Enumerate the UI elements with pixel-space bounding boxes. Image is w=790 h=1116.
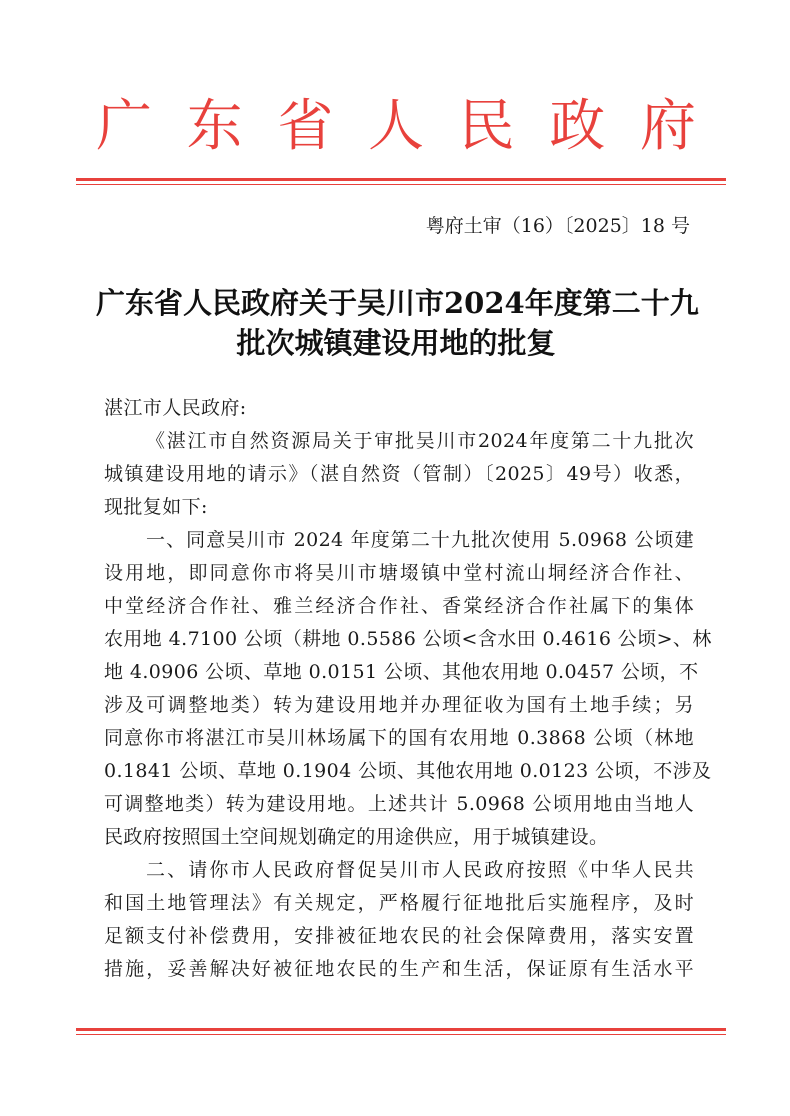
masthead-char: 省: [277, 94, 334, 159]
paragraph-line: 同意你市将湛江市吴川林场属下的国有农用地 0.3868 公顷（林地: [104, 727, 694, 749]
paragraph-line: 和国土地管理法》有关规定，严格履行征地批后实施程序，及时: [104, 892, 694, 914]
document-number: 粤府土审（16）〔2025〕18 号: [425, 215, 690, 237]
masthead-char: 府: [639, 94, 696, 159]
paragraph-line: 措施，妥善解决好被征地农民的生产和生活，保证原有生活水平: [104, 958, 694, 980]
salutation: 湛江市人民政府:: [104, 397, 247, 419]
paragraph-line: 《湛江市自然资源局关于审批吴川市2024年度第二十九批次: [146, 430, 694, 452]
paragraph-line: 一、同意吴川市 2024 年度第二十九批次使用 5.0968 公顷建: [146, 529, 694, 551]
paragraph-line: 中堂经济合作社、雅兰经济合作社、香棠经济合作社属下的集体: [104, 595, 694, 617]
paragraph-line: 涉及可调整地类）转为建设用地并办理征收为国有土地手续；另: [104, 694, 694, 716]
paragraph-line: 农用地 4.7100 公顷（耕地 0.5586 公顷<含水田 0.4616 公顷>、林: [104, 628, 712, 650]
masthead-char: 广: [96, 94, 152, 159]
bottom-red-divider: [76, 1028, 726, 1035]
document-body: [104, 392, 712, 986]
title-line: 批次城镇建设用地的批复: [236, 326, 556, 360]
top-red-divider: [76, 178, 726, 185]
paragraph-line: 二、请你市人民政府督促吴川市人民政府按照《中华人民共: [146, 859, 694, 881]
paragraph-line: 设用地，即同意你市将吴川市塘㙍镇中堂村流山垌经济合作社、: [104, 562, 694, 584]
paragraph-line: 0.1841 公顷、草地 0.1904 公顷、其他农用地 0.0123 公顷，不涉及: [104, 760, 712, 782]
masthead-char: 东: [186, 94, 243, 159]
document-title: [96, 283, 699, 363]
paragraph-line: 民政府按照国土空间规划确定的用途供应，用于城镇建设。: [104, 826, 609, 848]
paragraph-line: 可调整地类）转为建设用地。上述共计 5.0968 公顷用地由当地人: [104, 793, 694, 815]
title-line: 广东省人民政府关于吴川市2024年度第二十九: [96, 286, 699, 320]
masthead-title: [96, 92, 696, 162]
paragraph-line: 足额支付补偿费用，安排被征地农民的社会保障费用，落实安置: [104, 925, 694, 947]
paragraph-line: 城镇建设用地的请示》（湛自然资（管制）〔2025〕49号）收悉，: [104, 463, 694, 485]
masthead-char: 政: [549, 94, 606, 159]
masthead-char: 人: [367, 94, 424, 159]
paragraph-line: 地 4.0906 公顷、草地 0.0151 公顷、其他农用地 0.0457 公顷，不: [104, 661, 699, 683]
masthead-char: 民: [458, 94, 515, 159]
paragraph-line: 现批复如下:: [104, 496, 208, 518]
